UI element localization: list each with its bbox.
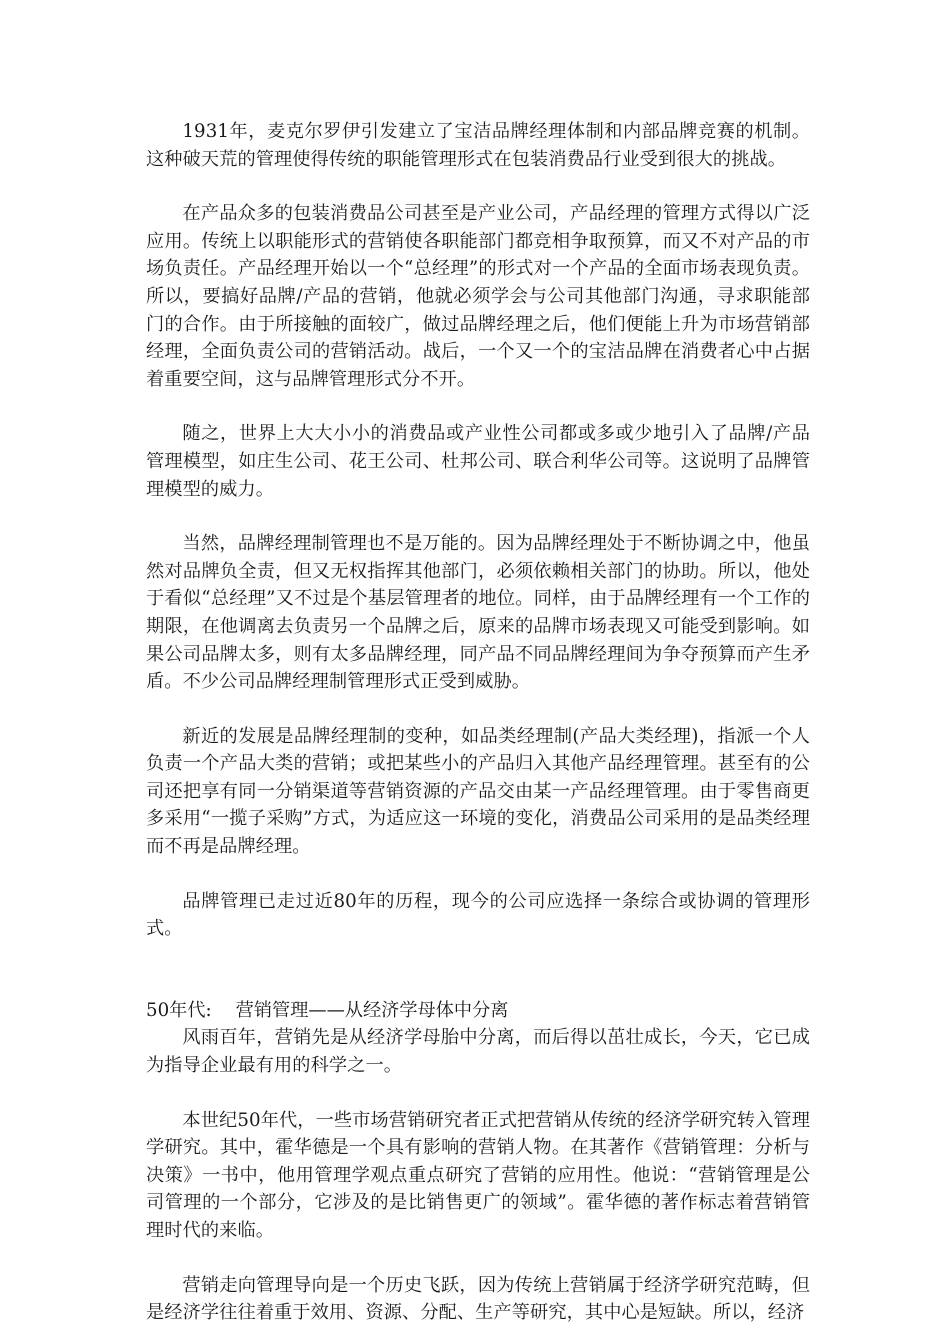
paragraph-spacer <box>146 173 810 200</box>
paragraph-historic-leap: 营销走向管理导向是一个历史飞跃，因为传统上营销属于经济学研究范畴，但是经济学往往着重于效用、资源、分配、生产等研究，其中心是短缺。所以，经济 <box>146 1274 810 1324</box>
paragraph-spacer <box>146 861 810 888</box>
paragraph-1931-brand-manager: 1931年，麦克尔罗伊引发建立了宝洁品牌经理体制和内部品牌竞赛的机制。这种破天荒的管理使得传统的职能管理形式在包装消费品行业受到很大的挑战。 <box>146 121 810 170</box>
paragraph-limitations: 当然，品牌经理制管理也不是万能的。因为品牌经理处于不断协调之中，他虽然对品牌负全责，但又无权指挥其他部门，必须依赖相关部门的协助。所以，他处于看似“总经理”又不过是个基层管理者的地位。同样，由于品牌经理有一个工作的期限，在他调离去负责另一个品牌之后，原来的品牌市场表现又可能受到影响。如果公司品牌太多，则有太多品牌经理，同产品不同品牌经理间为争夺预算而产生矛盾。不少公司品牌经理制管理形式正受到威胁。 <box>146 533 810 693</box>
document-page <box>146 118 810 1327</box>
paragraph-80-years: 品牌管理已走过近80年的历程，现今的公司应选择一条综合或协调的管理形式。 <box>146 890 810 940</box>
paragraph-worldwide-adoption: 随之，世界上大大小小的消费品或产业性公司都或多或少地引入了品牌/产品管理模型，如庄生公司、花王公司、杜邦公司、联合利华公司等。这说明了品牌管理模型的威力。 <box>146 423 810 500</box>
paragraph-spacer <box>146 1245 810 1272</box>
paragraph-century-of-marketing: 风雨百年，营销先是从经济学母胎中分离，而后得以茁壮成长，今天，它已成为指导企业最有用的科学之一。 <box>146 1027 810 1077</box>
section-heading <box>146 997 810 1025</box>
paragraph-spacer <box>146 696 810 723</box>
section-era: 50年代: <box>146 999 212 1021</box>
paragraph-1950s-howard: 本世纪50年代，一些市场营销研究者正式把营销从传统的经济学研究转入管理学研究。其中，霍华德是一个具有影响的营销人物。在其著作《营销管理：分析与决策》一书中，他用管理学观点重点研究了营销的应用性。他说：“营销管理是公司管理的一个部分，它涉及的是比销售更广的领域”。霍华德的著作标志着营销管理时代的来临。 <box>146 1109 810 1241</box>
section-title: 营销管理——从经济学母体中分离 <box>235 999 509 1021</box>
paragraph-spacer <box>146 393 810 420</box>
section-spacer <box>146 943 810 997</box>
paragraph-spacer <box>146 1080 810 1107</box>
paragraph-category-manager: 新近的发展是品牌经理制的变种，如品类经理制(产品大类经理)，指派一个人负责一个产品大类的营销；或把某些小的产品归入其他产品经理管理。甚至有的公司还把享有同一分销渠道等营销资源的产品交由某一产品经理管理。由于零售商更多采用“一揽子采购”方式，为适应这一环境的变化，消费品公司采用的是品类经理而不再是品牌经理。 <box>146 725 810 858</box>
paragraph-spacer <box>146 503 810 530</box>
paragraph-product-manager: 在产品众多的包装消费品公司甚至是产业公司，产品经理的管理方式得以广泛应用。传统上以职能形式的营销使各职能部门都竞相争取预算，而又不对产品的市场负责任。产品经理开始以一个“总经理”的形式对一个产品的全面市场表现负责。所以，要搞好品牌/产品的营销，他就必须学会与公司其他部门沟通，寻求职能部门的合作。由于所接触的面较广，做过品牌经理之后，他们便能上升为市场营销部经理，全面负责公司的营销活动。战后，一个又一个的宝洁品牌在消费者心中占据着重要空间，这与品牌管理形式分不开。 <box>146 203 810 390</box>
